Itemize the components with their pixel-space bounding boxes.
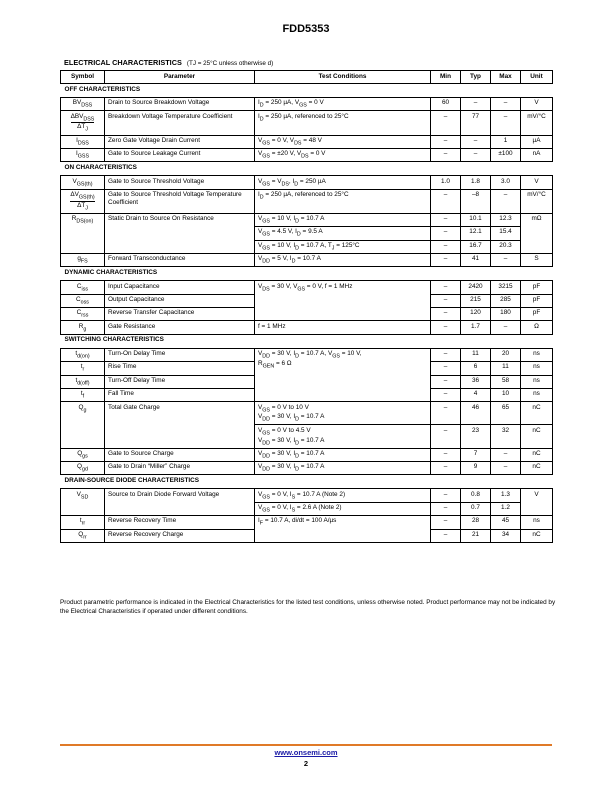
conditions-cell: $V_{GS} = V_{DS}$, $I_D = 250$ µA — [255, 176, 431, 189]
typ-cell: 28 — [461, 516, 491, 529]
section-row-dynamic — [61, 267, 553, 281]
parameter-cell: Turn-On Delay Time — [105, 348, 255, 361]
min-cell: – — [431, 148, 461, 161]
symbol-cell: $C_{oss}$ — [61, 294, 105, 307]
table-row — [61, 516, 553, 529]
unit-cell: V — [521, 489, 553, 516]
conditions-cell: $V_{GS} = 0$ V, $I_S = 10.7$ A (Note 2) — [255, 489, 431, 502]
footer-website-link[interactable]: www.onsemi.com — [274, 748, 338, 757]
symbol-cell: $Q_{gd}$ — [61, 462, 105, 475]
min-cell: – — [431, 388, 461, 401]
parameter-cell: Source to Drain Diode Forward Voltage — [105, 489, 255, 516]
section-condition: (TJ = 25°C unless otherwise d) — [186, 60, 274, 67]
min-cell: – — [431, 375, 461, 388]
parameter-cell: Gate to Source Leakage Current — [105, 148, 255, 161]
max-cell: 20 — [491, 348, 521, 361]
typ-cell: 16.7 — [461, 240, 491, 253]
typ-cell: 41 — [461, 253, 491, 266]
table-row — [61, 176, 553, 189]
max-cell: 12.3 — [491, 213, 521, 226]
column-header-conditions: Test Conditions — [255, 71, 431, 84]
min-cell: – — [431, 135, 461, 148]
conditions-cell: $V_{GS} = \pm 20$ V, $V_{DS} = 0$ V — [255, 148, 431, 161]
symbol-cell: $R_{DS(on)}$ — [61, 213, 105, 253]
section-heading-switching: SWITCHING CHARACTERISTICS — [61, 334, 553, 348]
symbol-cell: $I_{DSS}$ — [61, 135, 105, 148]
min-cell: – — [431, 253, 461, 266]
unit-cell: mV/°C — [521, 189, 553, 213]
conditions-cell: $V_{GS} = 0$ V to 10 V $V_{DD} = 30$ V, $I_D = 10.7$ A — [255, 402, 431, 425]
min-cell: – — [431, 240, 461, 253]
symbol-cell: $t_r$ — [61, 362, 105, 375]
max-cell: – — [491, 111, 521, 135]
max-cell: – — [491, 448, 521, 461]
section-heading-diode: DRAIN-SOURCE DIODE CHARACTERISTICS — [61, 475, 553, 489]
conditions-cell: $V_{DS} = 30$ V, $V_{GS} = 0$ V, f = 1 MHz — [255, 281, 431, 321]
column-header-max: Max — [491, 71, 521, 84]
parameter-cell: Drain to Source Breakdown Voltage — [105, 98, 255, 111]
unit-cell: nC — [521, 529, 553, 542]
unit-cell: ns — [521, 516, 553, 529]
typ-cell: 1.8 — [461, 176, 491, 189]
conditions-cell: $V_{GS} = 4.5$ V, $I_D = 9.5$ A — [255, 227, 431, 240]
min-cell: – — [431, 448, 461, 461]
unit-cell: V — [521, 98, 553, 111]
typ-cell: 11 — [461, 348, 491, 361]
max-cell: 65 — [491, 402, 521, 425]
unit-cell: pF — [521, 308, 553, 321]
typ-cell: 7 — [461, 448, 491, 461]
min-cell: – — [431, 402, 461, 425]
parameter-cell: Gate to Source Charge — [105, 448, 255, 461]
min-cell: – — [431, 321, 461, 334]
min-cell: – — [431, 111, 461, 135]
unit-cell: ns — [521, 348, 553, 361]
conditions-cell: $V_{GS} = 10$ V, $I_D = 10.7$ A — [255, 213, 431, 226]
typ-cell: 23 — [461, 425, 491, 448]
unit-cell: mV/°C — [521, 111, 553, 135]
min-cell: – — [431, 308, 461, 321]
conditions-cell: $V_{GS} = 0$ V, $V_{DS} = 48$ V — [255, 135, 431, 148]
max-cell: – — [491, 253, 521, 266]
typ-cell: 46 — [461, 402, 491, 425]
min-cell: – — [431, 189, 461, 213]
symbol-cell: $g_{FS}$ — [61, 253, 105, 266]
symbol-cell: $t_{rr}$ — [61, 516, 105, 529]
electrical-characteristics-table — [60, 70, 553, 543]
max-cell: 45 — [491, 516, 521, 529]
conditions-cell: $V_{GS} = 0$ V, $I_S = 2.6$ A (Note 2) — [255, 502, 431, 515]
parameter-cell: Gate to Drain “Miller” Charge — [105, 462, 255, 475]
typ-cell: 77 — [461, 111, 491, 135]
parameter-cell: Gate Resistance — [105, 321, 255, 334]
parameter-cell: Total Gate Charge — [105, 402, 255, 448]
table-row — [61, 448, 553, 461]
table-row — [61, 281, 553, 294]
symbol-cell: $C_{iss}$ — [61, 281, 105, 294]
column-header-typ: Typ — [461, 71, 491, 84]
max-cell: 20.3 — [491, 240, 521, 253]
conditions-cell: $V_{DD} = 5$ V, $I_D = 10.7$ A — [255, 253, 431, 266]
symbol-cell: $Q_g$ — [61, 402, 105, 448]
min-cell: – — [431, 529, 461, 542]
min-cell: 1.0 — [431, 176, 461, 189]
unit-cell: nA — [521, 148, 553, 161]
unit-cell: ns — [521, 388, 553, 401]
max-cell: 285 — [491, 294, 521, 307]
min-cell: – — [431, 227, 461, 240]
typ-cell: 10.1 — [461, 213, 491, 226]
parameter-cell: Output Capacitance — [105, 294, 255, 307]
symbol-cell: $V_{GS(th)}$ — [61, 176, 105, 189]
column-header-min: Min — [431, 71, 461, 84]
table-row — [61, 489, 553, 502]
table-row — [61, 111, 553, 135]
unit-cell: µA — [521, 135, 553, 148]
column-header-parameter: Parameter — [105, 71, 255, 84]
max-cell: 34 — [491, 529, 521, 542]
footnote: Product parametric performance is indicated in the Electrical Characteristics for the listed test conditions, unless otherwise noted. Product performance may not be indicated by the Electrical Characteristics if operated under different conditions. — [60, 599, 556, 615]
symbol-cell: $BV_{DSS}$ — [61, 98, 105, 111]
unit-cell: Ω — [521, 321, 553, 334]
table-row — [61, 321, 553, 334]
section-heading — [64, 58, 273, 67]
section-row-on — [61, 162, 553, 176]
section-row-off — [61, 84, 553, 98]
max-cell: – — [491, 98, 521, 111]
conditions-cell: $I_D = 250$ µA, $V_{GS} = 0$ V — [255, 98, 431, 111]
table-row — [61, 213, 553, 226]
typ-cell: 0.7 — [461, 502, 491, 515]
unit-cell: nC — [521, 425, 553, 448]
table-header-row — [61, 71, 553, 84]
max-cell: 32 — [491, 425, 521, 448]
conditions-cell: $V_{GS} = 0$ V to 4.5 V $V_{DD} = 30$ V, $I_D = 10.7$ A — [255, 425, 431, 448]
max-cell: 10 — [491, 388, 521, 401]
max-cell: 11 — [491, 362, 521, 375]
symbol-cell: $Q_{gs}$ — [61, 448, 105, 461]
min-cell: – — [431, 281, 461, 294]
typ-cell: 21 — [461, 529, 491, 542]
parameter-cell: Forward Transconductance — [105, 253, 255, 266]
conditions-cell: $V_{GS} = 10$ V, $I_D = 10.7$ A, $T_J = 125^\circ C$ — [255, 240, 431, 253]
min-cell: – — [431, 294, 461, 307]
unit-cell: V — [521, 176, 553, 189]
section-heading-on: ON CHARACTERISTICS — [61, 162, 553, 176]
conditions-cell: $V_{DD} = 30$ V, $I_D = 10.7$ A — [255, 448, 431, 461]
min-cell: – — [431, 516, 461, 529]
typ-cell: – — [461, 135, 491, 148]
parameter-cell: Gate to Source Threshold Voltage — [105, 176, 255, 189]
max-cell: ±100 — [491, 148, 521, 161]
max-cell: 180 — [491, 308, 521, 321]
typ-cell: 120 — [461, 308, 491, 321]
max-cell: 58 — [491, 375, 521, 388]
parameter-cell: Static Drain to Source On Resistance — [105, 213, 255, 253]
unit-cell: S — [521, 253, 553, 266]
typ-cell: 9 — [461, 462, 491, 475]
unit-cell: ns — [521, 362, 553, 375]
symbol-cell: $I_{GSS}$ — [61, 148, 105, 161]
unit-cell: nC — [521, 448, 553, 461]
symbol-cell: $\Delta BV_{DSS}$ $\Delta T_J$ — [61, 111, 105, 135]
symbol-cell: $V_{SD}$ — [61, 489, 105, 516]
typ-cell: 36 — [461, 375, 491, 388]
min-cell: 60 — [431, 98, 461, 111]
section-row-diode — [61, 475, 553, 489]
typ-cell: 1.7 — [461, 321, 491, 334]
table-row — [61, 348, 553, 361]
section-heading-off: OFF CHARACTERISTICS — [61, 84, 553, 98]
max-cell: 3.0 — [491, 176, 521, 189]
section-row-switching — [61, 334, 553, 348]
max-cell: 15.4 — [491, 227, 521, 240]
min-cell: – — [431, 425, 461, 448]
parameter-cell: Zero Gate Voltage Drain Current — [105, 135, 255, 148]
section-heading-dynamic: DYNAMIC CHARACTERISTICS — [61, 267, 553, 281]
unit-cell: pF — [521, 281, 553, 294]
max-cell: 1.3 — [491, 489, 521, 502]
table-row — [61, 135, 553, 148]
table-row — [61, 462, 553, 475]
table-row — [61, 402, 553, 425]
typ-cell: – — [461, 148, 491, 161]
footer-divider — [60, 744, 552, 746]
section-title: ELECTRICAL CHARACTERISTICS — [64, 58, 182, 67]
symbol-cell: $t_{d(off)}$ — [61, 375, 105, 388]
column-header-symbol: Symbol — [61, 71, 105, 84]
page-title: FDD5353 — [282, 23, 330, 35]
parameter-cell: Input Capacitance — [105, 281, 255, 294]
min-cell: – — [431, 213, 461, 226]
unit-cell: ns — [521, 375, 553, 388]
min-cell: – — [431, 489, 461, 502]
max-cell: 1.2 — [491, 502, 521, 515]
typ-cell: 2420 — [461, 281, 491, 294]
max-cell: 1 — [491, 135, 521, 148]
parameter-cell: Reverse Recovery Time — [105, 516, 255, 529]
symbol-cell: $t_f$ — [61, 388, 105, 401]
min-cell: – — [431, 348, 461, 361]
conditions-cell: $I_D = 250$ µA, referenced to 25°C — [255, 111, 431, 135]
symbol-cell: $\Delta V_{GS(th)}$ $\Delta T_J$ — [61, 189, 105, 213]
table-row — [61, 253, 553, 266]
conditions-cell: $V_{DD} = 30$ V, $I_D = 10.7$ A — [255, 462, 431, 475]
parameter-cell: Reverse Transfer Capacitance — [105, 308, 255, 321]
max-cell: – — [491, 462, 521, 475]
parameter-cell: Rise Time — [105, 362, 255, 375]
symbol-cell: $Q_{rr}$ — [61, 529, 105, 542]
typ-cell: 12.1 — [461, 227, 491, 240]
unit-cell: mΩ — [521, 213, 553, 253]
symbol-cell: $t_{d(on)}$ — [61, 348, 105, 361]
typ-cell: – — [461, 98, 491, 111]
parameter-cell: Breakdown Voltage Temperature Coefficient — [105, 111, 255, 135]
typ-cell: 215 — [461, 294, 491, 307]
typ-cell: –8 — [461, 189, 491, 213]
typ-cell: 6 — [461, 362, 491, 375]
min-cell: – — [431, 502, 461, 515]
parameter-cell: Turn-Off Delay Time — [105, 375, 255, 388]
max-cell: – — [491, 321, 521, 334]
max-cell: – — [491, 189, 521, 213]
conditions-cell: $I_F = 10.7$ A, di/dt = 100 A/µs — [255, 516, 431, 543]
typ-cell: 0.8 — [461, 489, 491, 502]
typ-cell: 4 — [461, 388, 491, 401]
column-header-unit: Unit — [521, 71, 553, 84]
unit-cell: nC — [521, 462, 553, 475]
unit-cell: nC — [521, 402, 553, 425]
symbol-cell: $R_g$ — [61, 321, 105, 334]
conditions-cell: $I_D = 250$ µA, referenced to 25°C — [255, 189, 431, 213]
conditions-cell: $V_{DD} = 30$ V, $I_D = 10.7$ A, $V_{GS} = 10$ V, $R_{GEN} = 6$ Ω — [255, 348, 431, 402]
page-number: 2 — [303, 759, 309, 768]
min-cell: – — [431, 462, 461, 475]
parameter-cell: Fall Time — [105, 388, 255, 401]
max-cell: 3215 — [491, 281, 521, 294]
min-cell: – — [431, 362, 461, 375]
symbol-cell: $C_{rss}$ — [61, 308, 105, 321]
table-row — [61, 189, 553, 213]
conditions-cell: f = 1 MHz — [255, 321, 431, 334]
table-row — [61, 148, 553, 161]
parameter-cell: Gate to Source Threshold Voltage Temperature Coefficient — [105, 189, 255, 213]
parameter-cell: Reverse Recovery Charge — [105, 529, 255, 542]
table-row — [61, 98, 553, 111]
unit-cell: pF — [521, 294, 553, 307]
